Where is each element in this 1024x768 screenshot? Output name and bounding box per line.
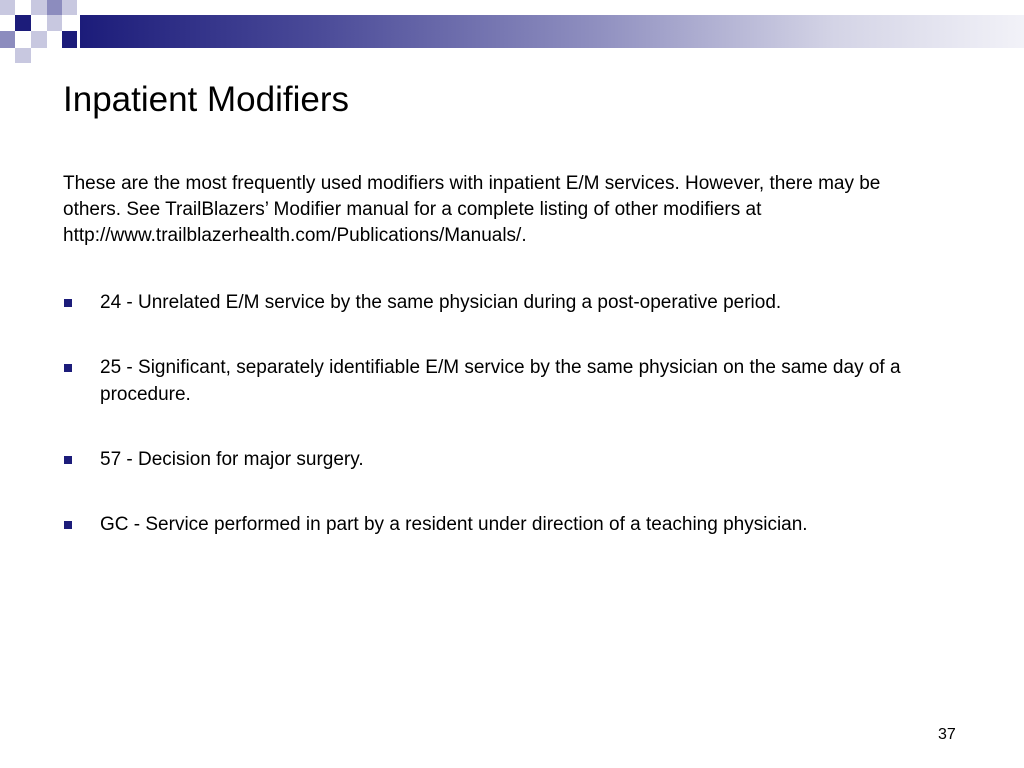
list-item-text: 24 - Unrelated E/M service by the same physician during a post-operative period. <box>100 292 782 313</box>
corner-square <box>0 31 15 48</box>
square-bullet-icon <box>64 364 72 372</box>
corner-square <box>15 48 31 63</box>
corner-square <box>62 31 77 48</box>
corner-square <box>62 0 77 15</box>
page-number: 37 <box>938 726 956 743</box>
corner-square <box>0 0 15 15</box>
list-item-text: GC - Service performed in part by a resident under direction of a teaching physician. <box>100 514 808 535</box>
list-item <box>63 511 963 538</box>
modifier-list <box>63 289 963 576</box>
intro-paragraph: These are the most frequently used modifiers with inpatient E/M services. However, there may be others. See TrailBlazers’ Modifier manual for a complete listing of other modifiers at http://www.trailblazerhealth.com/Publications/Manuals/. <box>63 173 881 246</box>
corner-square <box>31 31 47 48</box>
square-bullet-icon <box>64 456 72 464</box>
corner-square <box>47 0 62 15</box>
list-item <box>63 289 963 316</box>
corner-square <box>15 15 31 31</box>
square-bullet-icon <box>64 521 72 529</box>
list-item <box>63 354 963 408</box>
corner-square <box>47 15 62 31</box>
corner-decoration <box>0 0 80 64</box>
list-item <box>63 446 963 473</box>
corner-square <box>31 0 47 15</box>
list-item-text: 25 - Significant, separately identifiable E/M service by the same physician on the same day of a procedure. <box>100 357 901 405</box>
list-item-text: 57 - Decision for major surgery. <box>100 449 364 470</box>
square-bullet-icon <box>64 299 72 307</box>
slide-title: Inpatient Modifiers <box>63 80 349 119</box>
header-gradient-bar <box>80 15 1024 48</box>
